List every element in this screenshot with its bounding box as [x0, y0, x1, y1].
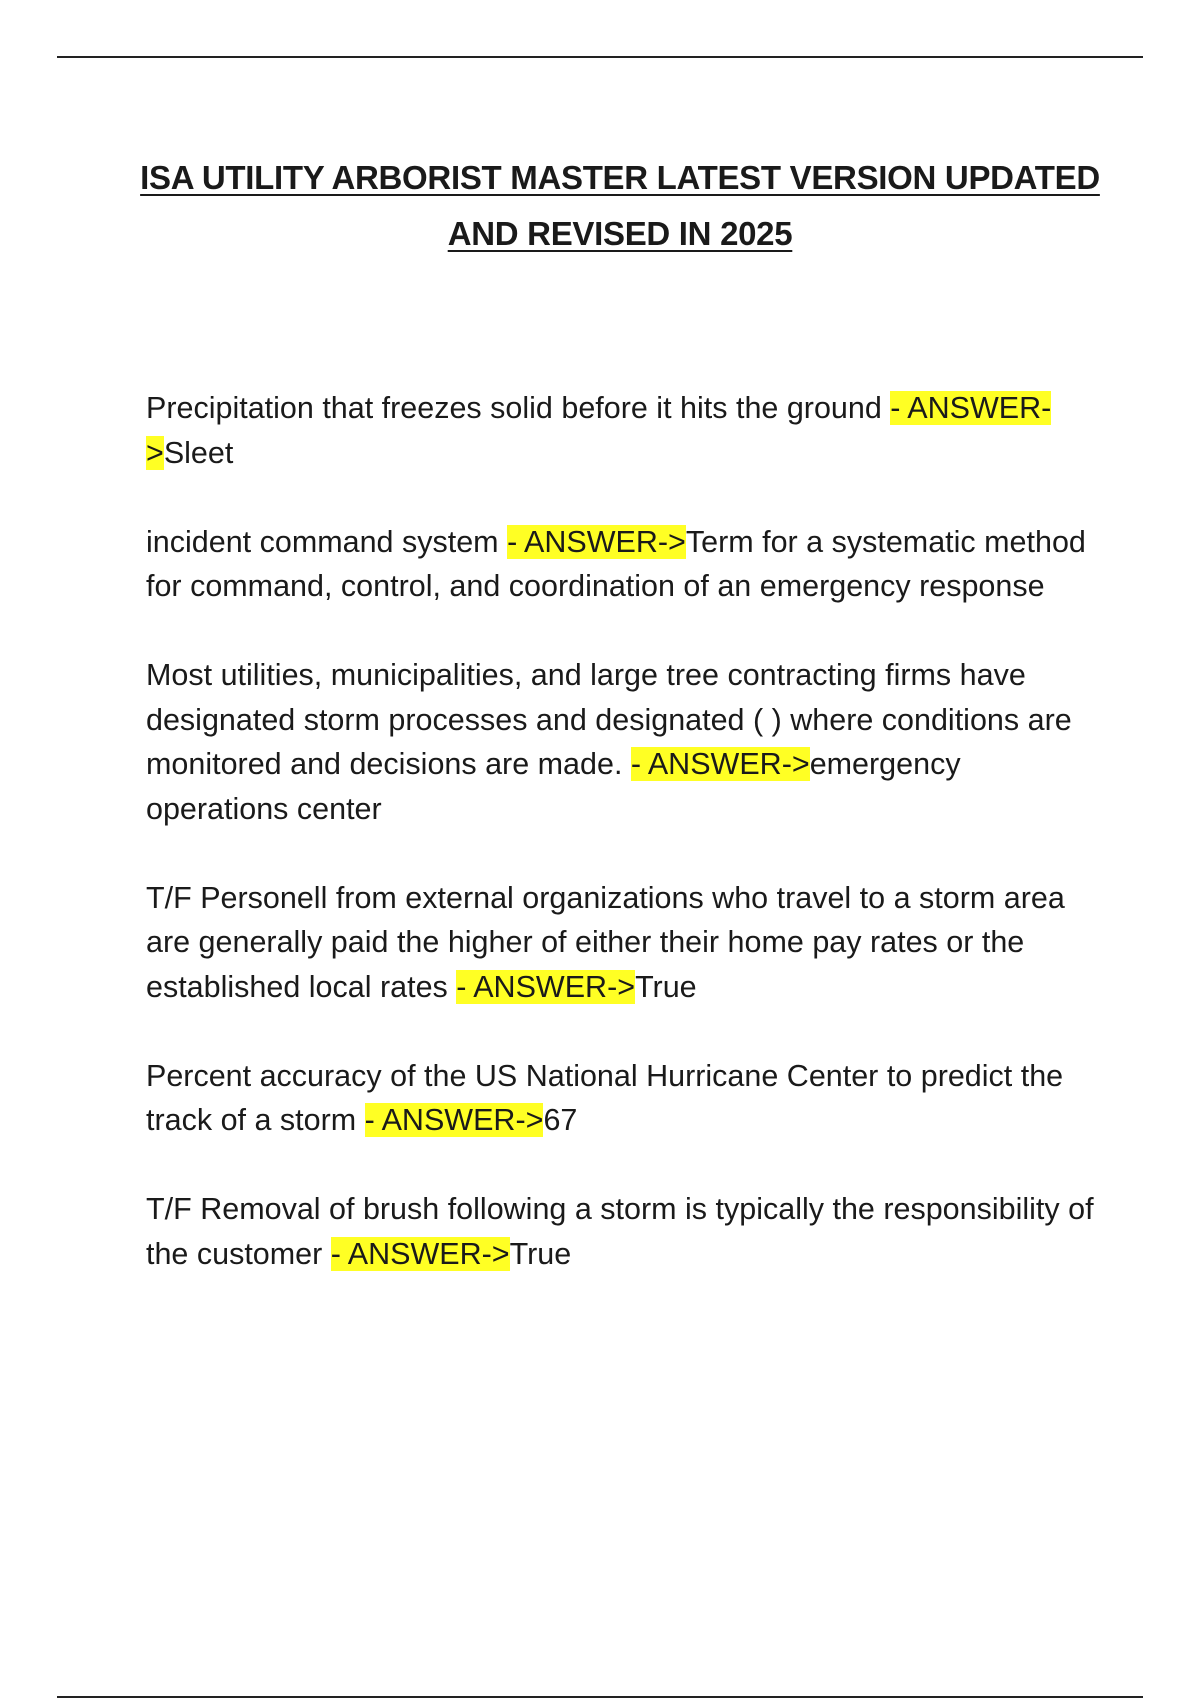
bottom-rule [57, 1696, 1143, 1698]
answer-text: Sleet [163, 435, 234, 470]
answer-marker: - ANSWER-> [146, 391, 1052, 470]
answer-marker: - ANSWER-> [330, 1236, 510, 1271]
document-title [140, 150, 1100, 262]
qa-item-3 [146, 653, 1106, 831]
answer-marker: - ANSWER-> [364, 1103, 544, 1137]
qa-item-6 [146, 1187, 1106, 1276]
answer-text: Term for a systematic method for command, control, and coordination of an emergency response [146, 524, 1086, 603]
qa-item-1 [146, 386, 1106, 475]
answer-marker: - ANSWER-> [507, 524, 686, 559]
question-text: T/F Removal of brush following a storm is typically the responsibility of the customer [146, 1192, 1094, 1271]
qa-item-4 [146, 876, 1106, 1010]
answer-text: True [635, 969, 697, 1004]
qa-item-5 [146, 1054, 1106, 1143]
answer-marker: - ANSWER-> [630, 747, 810, 781]
title-line-1: ISA UTILITY ARBORIST MASTER LATEST VERSION UPDATED [140, 159, 1100, 196]
qa-item-2 [146, 520, 1106, 609]
answer-text: emergency operations center [146, 747, 961, 826]
question-text: incident command system [146, 524, 508, 559]
answer-text: True [509, 1236, 572, 1271]
title-line-2: AND REVISED IN 2025 [447, 215, 793, 252]
qa-list [146, 386, 1106, 1321]
question-text: Percent accuracy of the US National Hurricane Center to predict the track of a storm [146, 1058, 1064, 1137]
answer-marker: - ANSWER-> [456, 969, 636, 1004]
question-text: Most utilities, municipalities, and large tree contracting firms have designated storm processes and designated ( ) where conditions are monitored and decisions are made. [146, 658, 1072, 781]
question-text: T/F Personell from external organizations who travel to a storm area are generally paid the higher of either their home pay rates or the established local rates [146, 880, 1065, 1004]
top-rule [57, 56, 1143, 58]
question-text: Precipitation that freezes solid before it hits the ground [146, 391, 891, 425]
answer-text: 67 [543, 1103, 578, 1137]
